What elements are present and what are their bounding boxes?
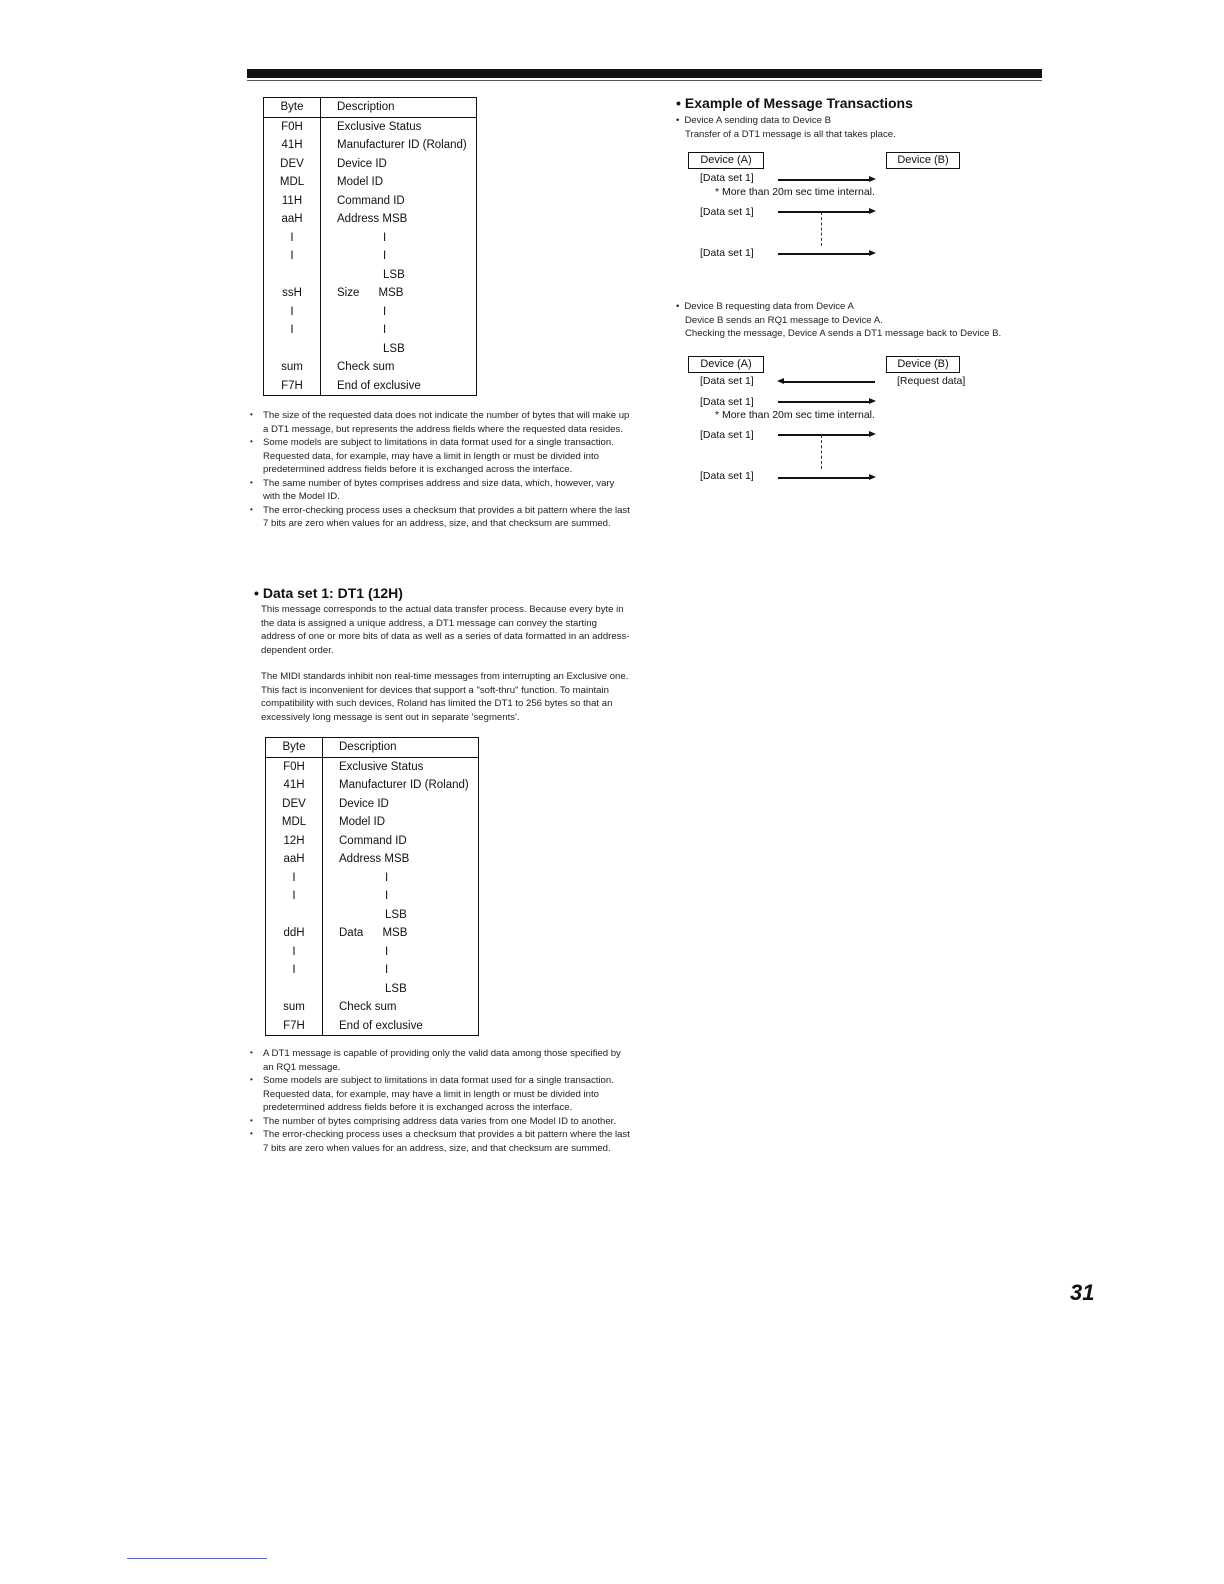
table-row — [264, 117, 477, 136]
description-cell: Check sum — [337, 361, 395, 373]
table-header-description: Description — [321, 98, 477, 118]
description-cell: Manufacturer ID (Roland) — [339, 779, 469, 791]
byte-cell: sum — [264, 358, 321, 377]
description-cell: I — [383, 231, 387, 244]
dt1-paragraph-1: This message corresponds to the actual data transfer process. Because every byte in the data is assigned a unique address, a DT1 message can convey the starting address of one or more bits of data as well as a series of data formatted in an address-dependent order. — [261, 604, 630, 656]
continuation-dash — [821, 212, 822, 246]
byte-cell: I — [264, 229, 321, 248]
note-item: • The error-checking process uses a checksum that provides a bit pattern where the last 7 bits are zero when values for an address, size, and that checksum are summed. — [250, 504, 630, 531]
description-cell: Model ID — [339, 816, 386, 828]
byte-cell — [264, 266, 321, 285]
description-cell: Exclusive Status — [339, 760, 424, 773]
table-header-row — [266, 738, 479, 758]
table-row — [264, 229, 477, 248]
interval-note: * More than 20m sec time internal. — [715, 409, 875, 421]
table-row — [266, 1017, 479, 1036]
bullet-line: Device B sends an RQ1 message to Device A. — [685, 314, 883, 326]
description-cell: End of exclusive — [339, 1019, 423, 1032]
byte-cell: aaH — [266, 850, 323, 869]
description-cell: Manufacturer ID (Roland) — [337, 139, 467, 151]
dt1-byte-table — [265, 737, 479, 1036]
description-cell: I — [385, 871, 389, 884]
table-row — [264, 210, 477, 229]
byte-cell: ssH — [264, 284, 321, 303]
arrow-right — [778, 401, 870, 403]
device-a-box: Device (A) — [688, 356, 764, 373]
table-row — [264, 155, 477, 174]
section-heading-example — [676, 95, 913, 111]
description-cell: I — [385, 890, 389, 902]
table-row — [266, 795, 479, 814]
table-header-row — [264, 98, 477, 118]
section-heading-text: Data set 1: DT1 (12H) — [262, 585, 403, 601]
byte-cell: F7H — [266, 1017, 323, 1036]
data-set-label: [Data set 1] — [700, 247, 754, 259]
note-item: • The size of the requested data does not indicate the number of bytes that will make up a DT1 message, but represents the address fields where the requested data resides. — [250, 409, 630, 436]
table-row — [266, 998, 479, 1017]
description-cell: Check sum — [339, 1001, 397, 1013]
dt1-paragraph-2: The MIDI standards inhibit non real-time messages from interrupting an Exclusive one. This fact is inconvenient for devices that support a "soft-thru" function. To maintain compatibility with such devices, Roland has limited the DT1 to 256 bytes so that an excessively long message is sent out in separate 'segments'. — [261, 671, 629, 723]
note-item: • The number of bytes comprising address data varies from one Model ID to another. — [250, 1115, 630, 1129]
table-row — [266, 961, 479, 980]
device-b-box: Device (B) — [886, 152, 960, 169]
note-item: • Some models are subject to limitations in data format used for a single transaction. Requested data, for example, may have a limit in length or must be divided into predetermined address fields before it is exchanged across the interface. — [250, 436, 630, 477]
byte-cell: I — [266, 961, 323, 980]
top-rule — [247, 69, 1042, 78]
arrow-right — [778, 179, 870, 181]
table-row — [266, 757, 479, 776]
byte-cell — [266, 980, 323, 999]
description-cell: I — [385, 945, 389, 958]
table-row — [266, 869, 479, 888]
description-cell: I — [383, 305, 387, 318]
data-set-label: [Data set 1] — [700, 429, 754, 441]
example-bullet-1: • Device A sending data to Device B Transfer of a DT1 message is all that takes place. — [676, 114, 1046, 141]
notes-list-1 — [250, 409, 630, 531]
arrow-left — [783, 381, 875, 383]
data-set-label: [Data set 1] — [700, 206, 754, 218]
description-cell: I — [383, 250, 387, 262]
description-cell: I — [383, 324, 387, 336]
section-heading-text: Example of Message Transactions — [684, 95, 913, 111]
description-cell: Address MSB — [337, 213, 408, 225]
device-b-box: Device (B) — [886, 356, 960, 373]
data-set-label: [Data set 1] — [700, 470, 754, 482]
table-row — [266, 832, 479, 851]
description-cell: Data MSB — [339, 927, 408, 939]
byte-cell: DEV — [266, 795, 323, 814]
bottom-rule — [127, 1558, 267, 1559]
note-item: • The same number of bytes comprises address and size data, which, however, vary with the Model ID. — [250, 477, 630, 504]
table-row — [264, 136, 477, 155]
table-row — [266, 850, 479, 869]
bullet-line: Checking the message, Device A sends a DT1 message back to Device B. — [685, 328, 1002, 339]
table-row — [264, 266, 477, 285]
table-row — [264, 247, 477, 266]
description-cell: LSB — [385, 908, 407, 921]
byte-cell: sum — [266, 998, 323, 1017]
device-a-box: Device (A) — [688, 152, 764, 169]
table-row — [266, 776, 479, 795]
byte-cell — [264, 340, 321, 359]
table-row — [266, 943, 479, 962]
section-heading-dt1 — [254, 585, 403, 601]
description-cell: Address MSB — [339, 853, 410, 865]
byte-cell: 41H — [266, 776, 323, 795]
arrow-right — [778, 477, 870, 479]
table-row — [264, 377, 477, 396]
note-item: • The error-checking process uses a checksum that provides a bit pattern where the last 7 bits are zero when values for an address, size, and that checksum are summed. — [250, 1128, 630, 1155]
bullet-line: Device B requesting data from Device A — [684, 301, 854, 312]
table-header-description: Description — [323, 738, 479, 758]
bullet-dot: • — [676, 95, 681, 111]
data-set-label: [Data set 1] — [700, 172, 754, 184]
byte-cell: ddH — [266, 924, 323, 943]
description-cell: Model ID — [337, 176, 384, 188]
note-item: • A DT1 message is capable of providing only the valid data among those specified by an RQ1 message. — [250, 1047, 630, 1074]
table-row — [266, 906, 479, 925]
byte-cell — [266, 906, 323, 925]
byte-cell: I — [266, 887, 323, 906]
byte-cell: I — [266, 869, 323, 888]
arrow-right — [778, 253, 870, 255]
description-cell: Command ID — [337, 194, 405, 207]
description-cell: Device ID — [337, 157, 387, 170]
description-cell: I — [385, 964, 389, 976]
description-cell: Device ID — [339, 797, 389, 810]
table-row — [266, 887, 479, 906]
byte-cell: aaH — [264, 210, 321, 229]
notes-list-2 — [250, 1047, 630, 1155]
table-row — [264, 192, 477, 211]
description-cell: LSB — [383, 342, 405, 355]
byte-cell: F7H — [264, 377, 321, 396]
bullet-line: Transfer of a DT1 message is all that takes place. — [685, 128, 896, 140]
arrow-right — [778, 434, 870, 436]
table-row — [266, 924, 479, 943]
example-bullet-2: • Device B requesting data from Device A Device B sends an RQ1 message to Device A. Checking the message, Device A sends a DT1 message back to Device B. — [676, 300, 1046, 341]
table-header-byte: Byte — [264, 98, 321, 118]
table-row — [264, 340, 477, 359]
table-header-byte: Byte — [266, 738, 323, 758]
table-row — [264, 358, 477, 377]
description-cell: Size MSB — [337, 287, 404, 299]
description-cell: End of exclusive — [337, 379, 421, 392]
byte-cell: F0H — [266, 757, 323, 776]
table-row — [264, 284, 477, 303]
description-cell: LSB — [383, 268, 405, 281]
byte-cell: 12H — [266, 832, 323, 851]
table-row — [264, 173, 477, 192]
description-cell: Exclusive Status — [337, 120, 422, 133]
data-set-label: [Data set 1] — [700, 396, 754, 408]
byte-cell: I — [266, 943, 323, 962]
description-cell: LSB — [385, 982, 407, 995]
table-row — [264, 321, 477, 340]
table-row — [266, 980, 479, 999]
interval-note: * More than 20m sec time internal. — [715, 186, 875, 198]
byte-cell: MDL — [264, 173, 321, 192]
data-set-label: [Data set 1] — [700, 375, 754, 387]
table-row — [264, 303, 477, 322]
byte-cell: I — [264, 321, 321, 340]
table-row — [266, 813, 479, 832]
continuation-dash — [821, 435, 822, 469]
byte-cell: 41H — [264, 136, 321, 155]
bullet-line: Device A sending data to Device B — [684, 115, 832, 126]
request-data-label: [Request data] — [897, 375, 966, 387]
byte-cell: DEV — [264, 155, 321, 174]
note-item: • Some models are subject to limitations in data format used for a single transaction. Requested data, for example, may have a limit in length or must be divided into predetermined address fields before it is exchanged across the interface. — [250, 1074, 630, 1115]
description-cell: Command ID — [339, 834, 407, 847]
bullet-dot: • — [254, 585, 259, 601]
arrow-right — [778, 211, 870, 213]
rq1-byte-table — [263, 97, 477, 396]
byte-cell: 11H — [264, 192, 321, 211]
page-number: 31 — [1070, 1280, 1095, 1305]
top-rule-thin — [247, 80, 1042, 81]
byte-cell: MDL — [266, 813, 323, 832]
byte-cell: F0H — [264, 117, 321, 136]
byte-cell: I — [264, 247, 321, 266]
byte-cell: I — [264, 303, 321, 322]
